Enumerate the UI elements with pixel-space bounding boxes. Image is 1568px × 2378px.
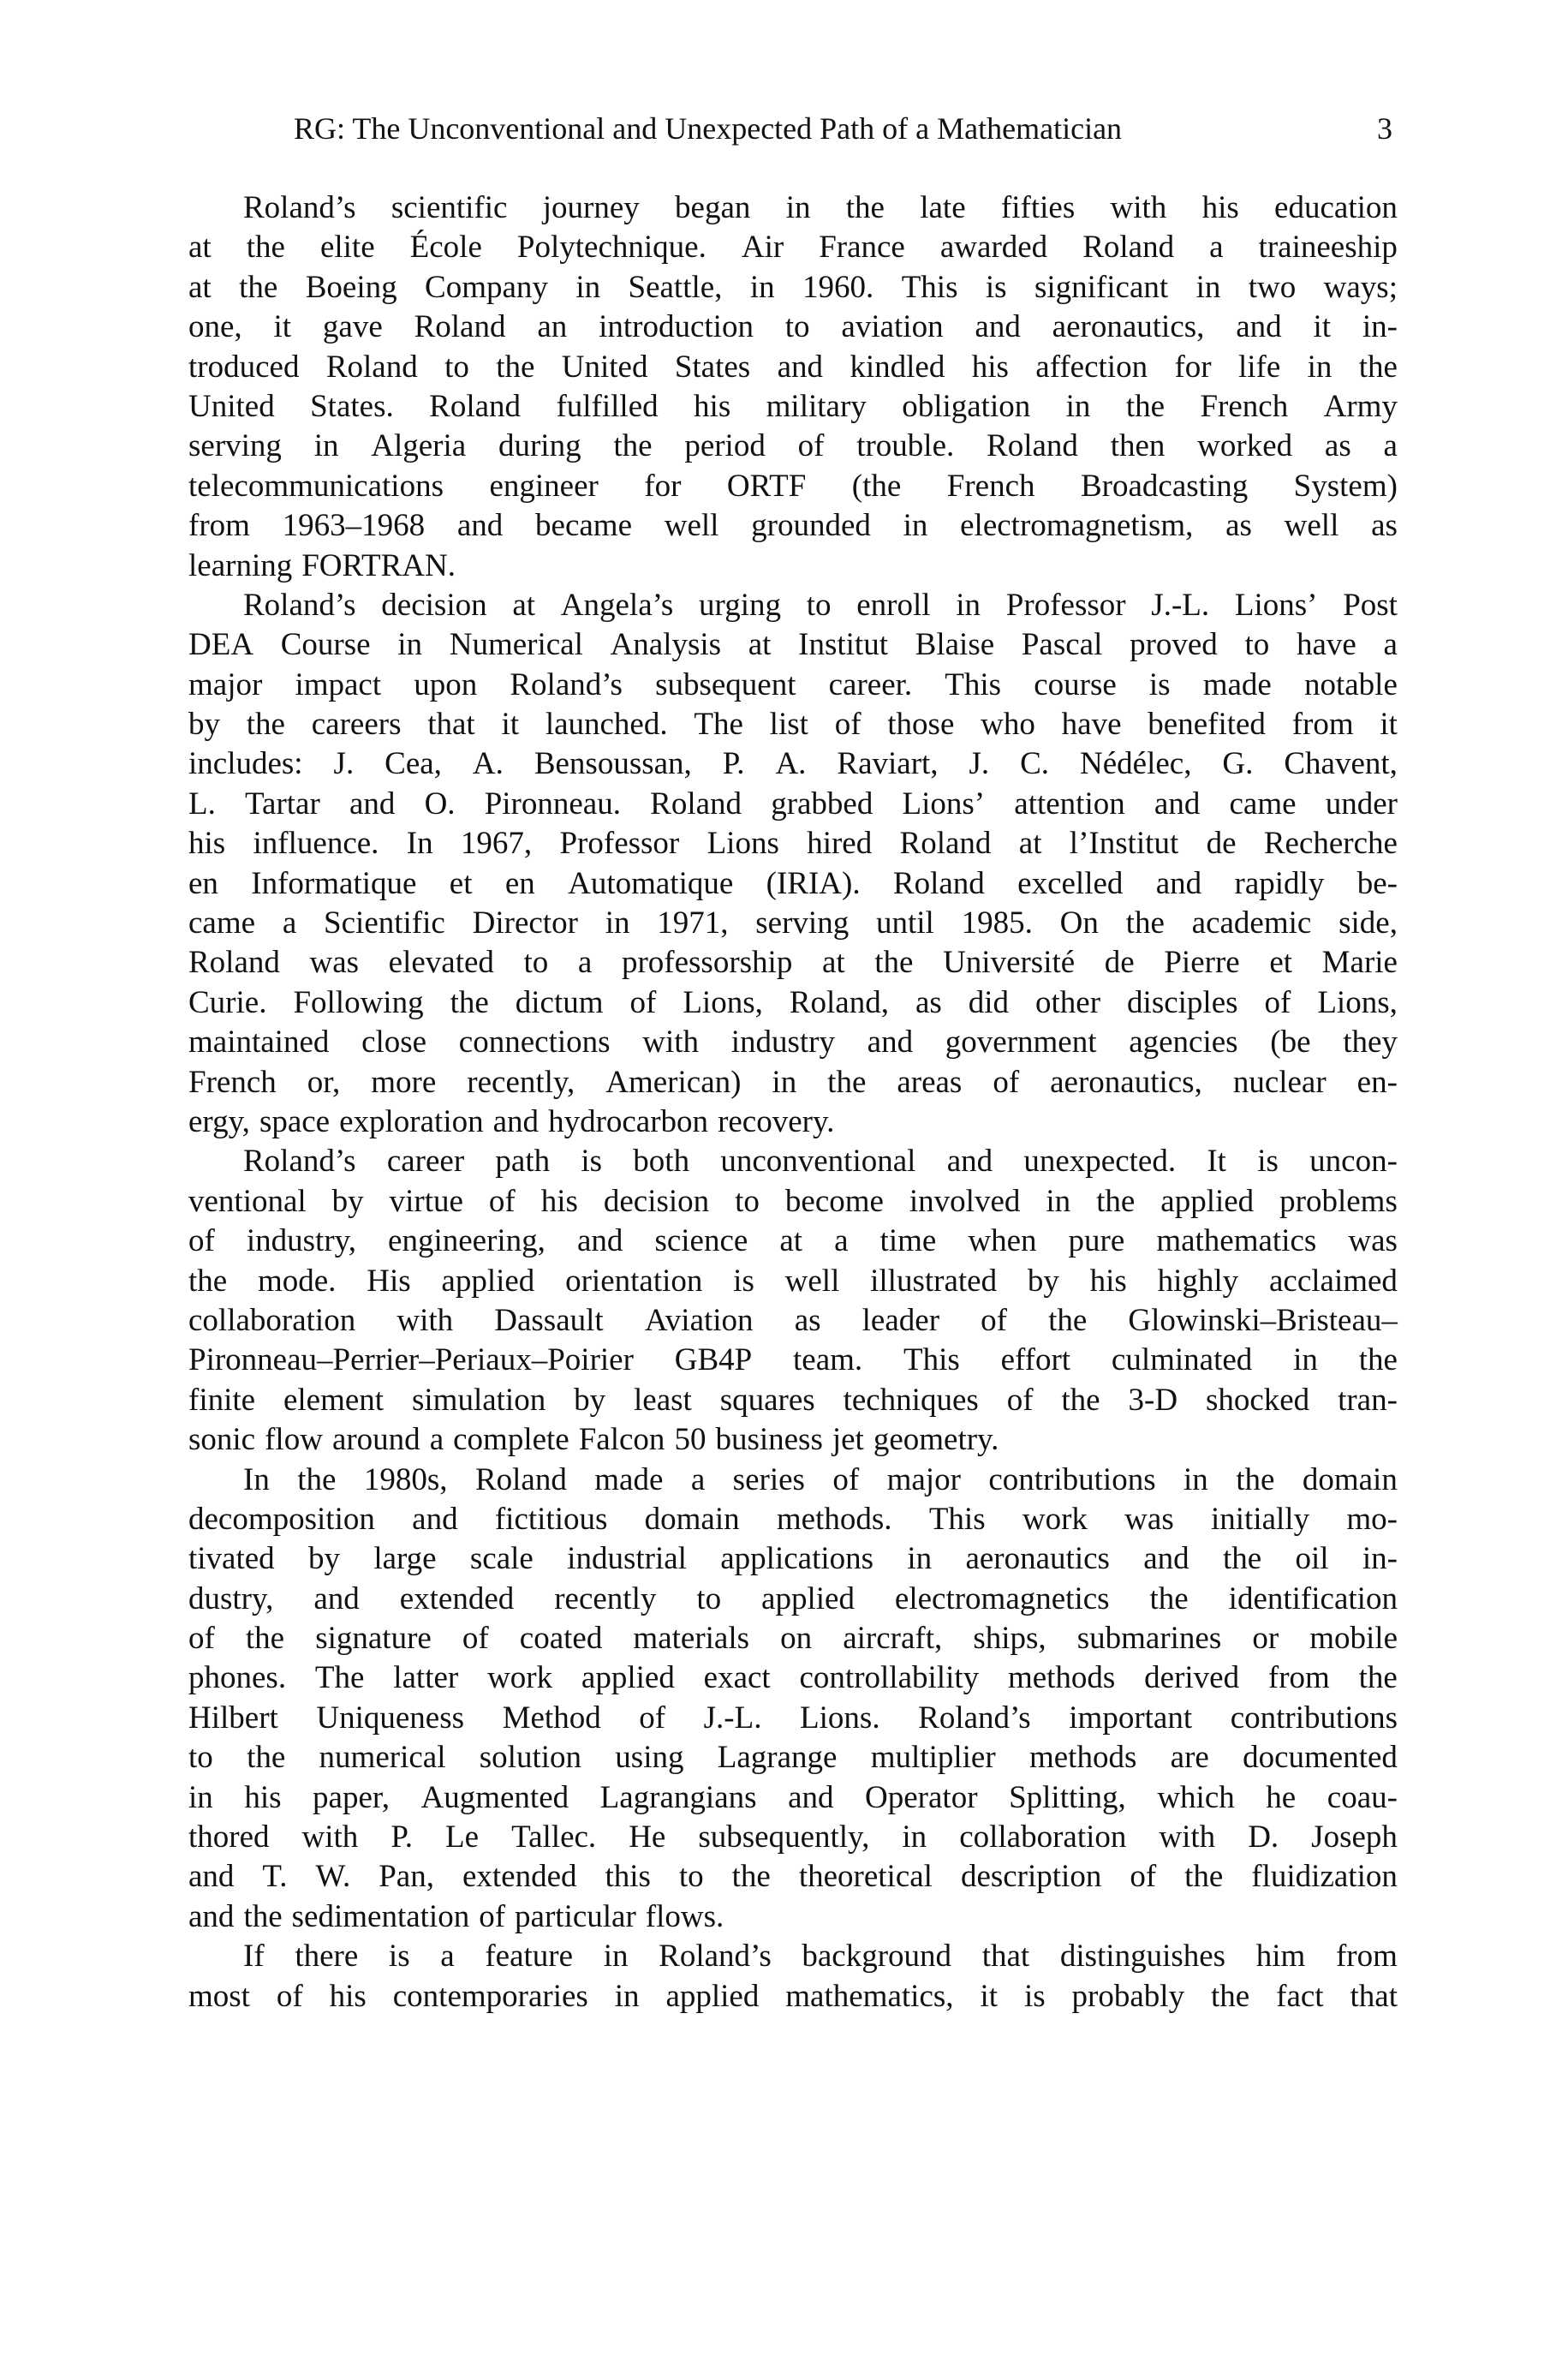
paragraph (188, 188, 1398, 586)
text-line: Roland’s career path is both unconventional and unexpected. It is uncon- (243, 1144, 1398, 1180)
text-line: to the numerical solution using Lagrange multiplier methods are documented (188, 1740, 1398, 1776)
text-line: phones. The latter work applied exact controllability methods derived from the (188, 1660, 1398, 1696)
text-line: DEA Course in Numerical Analysis at Institut Blaise Pascal proved to have a (188, 627, 1398, 663)
text-line: decomposition and fictitious domain methods. This work was initially mo- (188, 1501, 1398, 1537)
text-line: Roland’s decision at Angela’s urging to enroll in Professor J.-L. Lions’ Post (243, 587, 1398, 623)
text-line: his influence. In 1967, Professor Lions hired Roland at l’Institut de Recherche (188, 826, 1398, 862)
text-line: sonic flow around a complete Falcon 50 business jet geometry. (188, 1422, 999, 1458)
text-line: of industry, engineering, and science at a time when pure mathematics was (188, 1223, 1398, 1259)
text-line: in his paper, Augmented Lagrangians and Operator Splitting, which he coau- (188, 1779, 1398, 1815)
running-title: RG: The Unconventional and Unexpected Path of a Mathematician (294, 111, 1123, 146)
text-line: dustry, and extended recently to applied electromagnetics the identification (188, 1580, 1398, 1616)
text-line: major impact upon Roland’s subsequent career. This course is made notable (188, 666, 1398, 702)
text-line: ergy, space exploration and hydrocarbon recovery. (188, 1103, 835, 1139)
text-line: one, it gave Roland an introduction to aviation and aeronautics, and it in- (188, 309, 1398, 345)
text-line: If there is a feature in Roland’s background that distinguishes him from (243, 1939, 1398, 1975)
body-text (188, 188, 1398, 2017)
text-line: at the Boeing Company in Seattle, in 1960. This is significant in two ways; (188, 269, 1398, 305)
text-line: from 1963–1968 and became well grounded in electromagnetism, as well as (188, 508, 1398, 544)
text-line: Hilbert Uniqueness Method of J.-L. Lions. Roland’s important contributions (188, 1700, 1398, 1736)
text-line: United States. Roland fulfilled his military obligation in the French Army (188, 388, 1398, 424)
text-line: came a Scientific Director in 1971, serving until 1985. On the academic side, (188, 905, 1398, 941)
text-line: ventional by virtue of his decision to become involved in the applied problems (188, 1183, 1398, 1219)
text-line: In the 1980s, Roland made a series of major contributions in the domain (243, 1461, 1398, 1497)
running-header (188, 110, 1398, 147)
text-line: finite element simulation by least squares techniques of the 3-D shocked tran- (188, 1382, 1398, 1418)
text-line: and the sedimentation of particular flows. (188, 1898, 724, 1934)
page-number: 3 (1377, 111, 1392, 146)
text-line: L. Tartar and O. Pironneau. Roland grabbed Lions’ attention and came under (188, 786, 1398, 822)
text-line: collaboration with Dassault Aviation as leader of the Glowinski–Bristeau– (188, 1302, 1398, 1338)
paragraph (188, 586, 1398, 1142)
paragraph (188, 1142, 1398, 1460)
text-line: tivated by large scale industrial applications in aeronautics and the oil in- (188, 1541, 1398, 1577)
text-line: Pironneau–Perrier–Periaux–Poirier GB4P team. This effort culminated in the (188, 1342, 1398, 1378)
paragraph (188, 1461, 1398, 1938)
text-line: includes: J. Cea, A. Bensoussan, P. A. Raviart, J. C. Nédélec, G. Chavent, (188, 746, 1398, 782)
text-line: maintained close connections with industry and government agencies (be they (188, 1025, 1398, 1061)
text-line: Curie. Following the dictum of Lions, Roland, as did other disciples of Lions, (188, 984, 1398, 1020)
text-line: French or, more recently, American) in the areas of aeronautics, nuclear en- (188, 1064, 1398, 1100)
paragraph (188, 1937, 1398, 2017)
text-line: serving in Algeria during the period of trouble. Roland then worked as a (188, 428, 1398, 464)
text-line: and T. W. Pan, extended this to the theoretical description of the fluidization (188, 1859, 1398, 1895)
text-line: troduced Roland to the United States and kindled his affection for life in the (188, 349, 1398, 385)
text-line: telecommunications engineer for ORTF (the French Broadcasting System) (188, 468, 1398, 504)
text-line: en Informatique et en Automatique (IRIA). Roland excelled and rapidly be- (188, 865, 1398, 901)
text-line: at the elite École Polytechnique. Air France awarded Roland a traineeship (188, 230, 1398, 266)
text-line: learning FORTRAN. (188, 547, 456, 583)
text-line: thored with P. Le Tallec. He subsequently, in collaboration with D. Joseph (188, 1819, 1398, 1855)
text-line: the mode. His applied orientation is well illustrated by his highly acclaimed (188, 1263, 1398, 1299)
text-line: Roland’s scientific journey began in the late fifties with his education (243, 190, 1398, 225)
text-line: most of his contemporaries in applied mathematics, it is probably the fact that (188, 1978, 1398, 2014)
text-line: of the signature of coated materials on aircraft, ships, submarines or mobile (188, 1621, 1398, 1657)
text-line: Roland was elevated to a professorship at the Université de Pierre et Marie (188, 945, 1398, 981)
text-line: by the careers that it launched. The list of those who have benefited from it (188, 707, 1398, 743)
